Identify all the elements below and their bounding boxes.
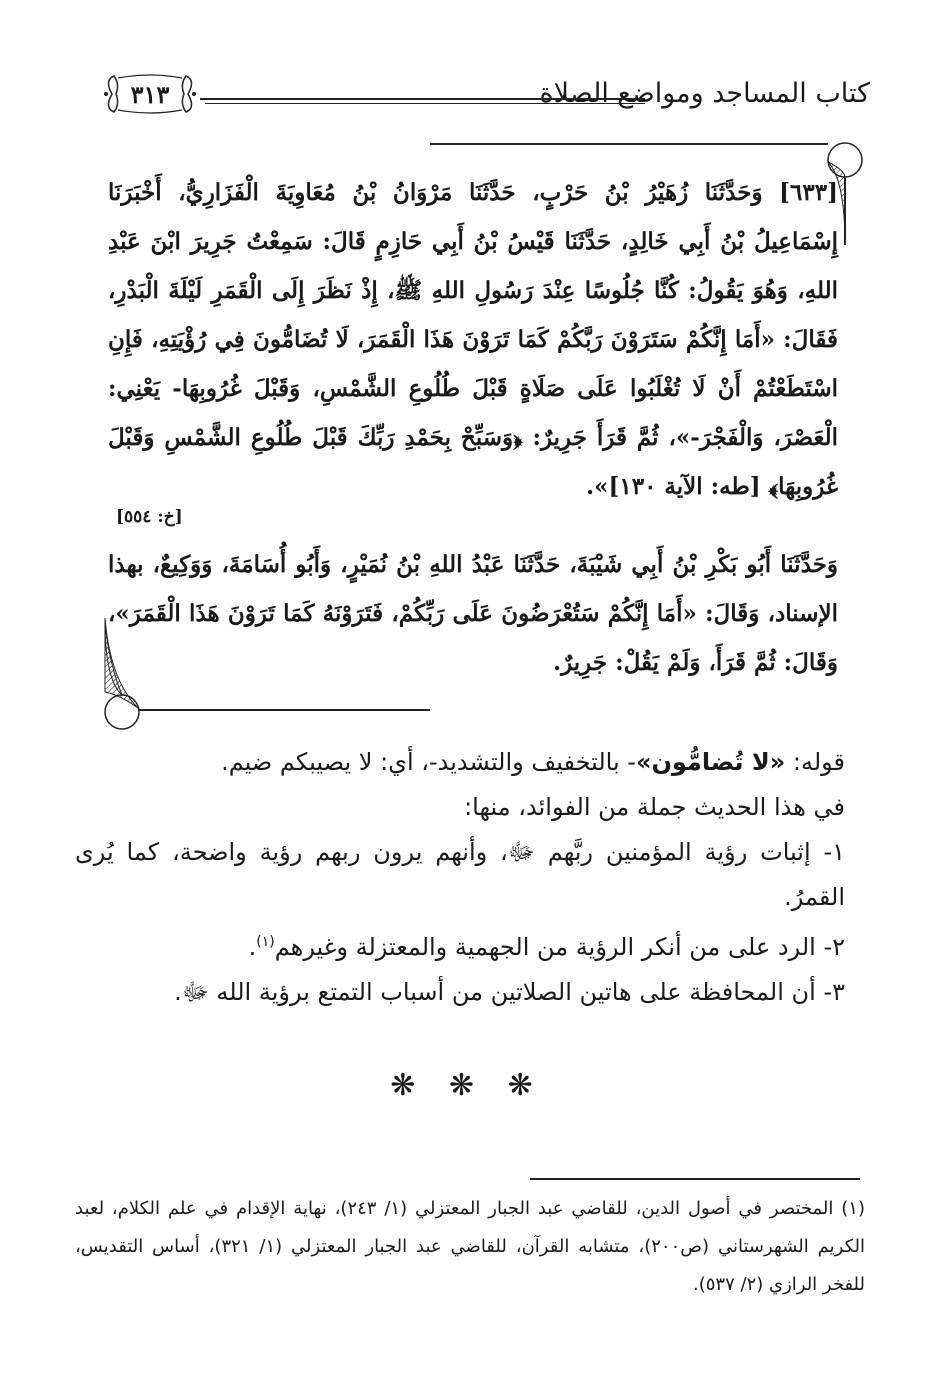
commentary-prefix: قوله: bbox=[785, 748, 845, 776]
hadith-second-chain: وَحَدَّثَنَا أَبُو بَكْرِ بْنُ أَبِي شَيْبَةَ، حَدَّثَنَا عَبْدُ اللهِ بْنُ نُمَيْرٍ، وَأَبُو أُسَامَةَ، وَوَكِيعٌ، بهذا الإسناد، وَقَالَ: «أَمَا إِنَّكُمْ سَتُعْرَضُونَ عَلَى رَبِّكُمْ، فَتَرَوْنَهُ كَمَا تَرَوْنَ هَذَا الْقَمَرَ»، وَقَالَ: ثُمَّ قَرَأَ، وَلَمْ يَقُلْ: جَرِيرٌ. bbox=[108, 551, 838, 676]
commentary bbox=[75, 740, 845, 1015]
page-number: ٣١٣ bbox=[130, 80, 170, 109]
header-rule bbox=[200, 98, 645, 100]
section-divider-ornament: ❋ ❋ ❋ bbox=[390, 1068, 545, 1103]
page-number-badge bbox=[100, 70, 200, 118]
chapter-title: كتاب المساجد ومواضع الصلاة bbox=[539, 78, 870, 109]
commentary-explanation: - بالتخفيف والتشديد-، أي: لا يصيبكم ضيم. bbox=[221, 748, 636, 776]
source-reference: [خ: ٥٥٤] bbox=[116, 507, 183, 527]
footnote-separator bbox=[530, 1178, 860, 1180]
commentary-term: «لا تُضامُّون» bbox=[635, 748, 786, 776]
benefit-item bbox=[75, 920, 845, 970]
benefit-text: ٢- الرد على من أنكر الرؤية من الجهمية والمعتزلة وغيرهم bbox=[274, 933, 845, 961]
benefit-end: . bbox=[248, 933, 257, 961]
header-rule-thin bbox=[205, 103, 645, 104]
footnote-marker[interactable]: (١) bbox=[256, 934, 275, 950]
commentary-paragraph: في هذا الحديث جملة من الفوائد، منها: bbox=[464, 793, 845, 821]
benefit-item: ٣- أن المحافظة على هاتين الصلاتين من أسباب التمتع برؤية الله ﷻ. bbox=[174, 978, 845, 1006]
page-header bbox=[80, 60, 870, 126]
hadith-text: [٦٣٣] وَحَدَّثَنَا زُهَيْرُ بْنُ حَرْبٍ، حَدَّثَنَا مَرْوَانُ بْنُ مُعَاوِيَةَ الْفَزَارِيُّ، أَخْبَرَنَا إِسْمَاعِيلُ بْنُ أَبِي خَالِدٍ، حَدَّثَنَا قَيْسُ بْنُ أَبِي حَازِمٍ قَالَ: سَمِعْتُ جَرِيرَ ابْنَ عَبْدِ اللهِ، وَهُوَ يَقُولُ: كُنَّا جُلُوسًا عِنْدَ رَسُولِ اللهِ ﷺ، إِذْ نَظَرَ إِلَى الْقَمَرِ لَيْلَةَ الْبَدْرِ، فَقَالَ: «أَمَا إِنَّكُمْ سَتَرَوْنَ رَبَّكُمْ كَمَا تَرَوْنَ هَذَا الْقَمَرَ، لَا تُضَامُّونَ فِي رُؤْيَتِهِ، فَإِنِ اسْتَطَعْتُمْ أَنْ لَا تُغْلَبُوا عَلَى صَلَاةٍ قَبْلَ طُلُوعِ الشَّمْسِ، وَقَبْلَ غُرُوبِهَا- يَعْنِي: الْعَصْرَ، وَالْفَجْرَ-»، ثُمَّ قَرَأَ جَرِيرٌ: ﴿وَسَبِّحْ بِحَمْدِ رَبِّكَ قَبْلَ طُلُوعِ الشَّمْسِ وَقَبْلَ غُرُوبِهَا﴾ [طه: الآية ١٣٠]». bbox=[108, 179, 838, 500]
benefit-item: ١- إثبات رؤية المؤمنين ربَّهم ﷻ، وأنهم يرون ربهم رؤية واضحة، كما يُرى القمرُ. bbox=[75, 838, 845, 911]
footnote: (١) المختصر في أصول الدين، للقاضي عبد الجبار المعتزلي (١/ ٢٤٣)، نهاية الإقدام في علم الكلام، لعبد الكريم الشهرستاني (ص٢٠٠)، متشابه القرآن، للقاضي عبد الجبار المعتزلي (١/ ٣٢١)، أساس التقديس، للفخر الرازي (٢/ ٥٣٧). bbox=[75, 1198, 865, 1295]
commentary-paragraph bbox=[75, 740, 845, 785]
